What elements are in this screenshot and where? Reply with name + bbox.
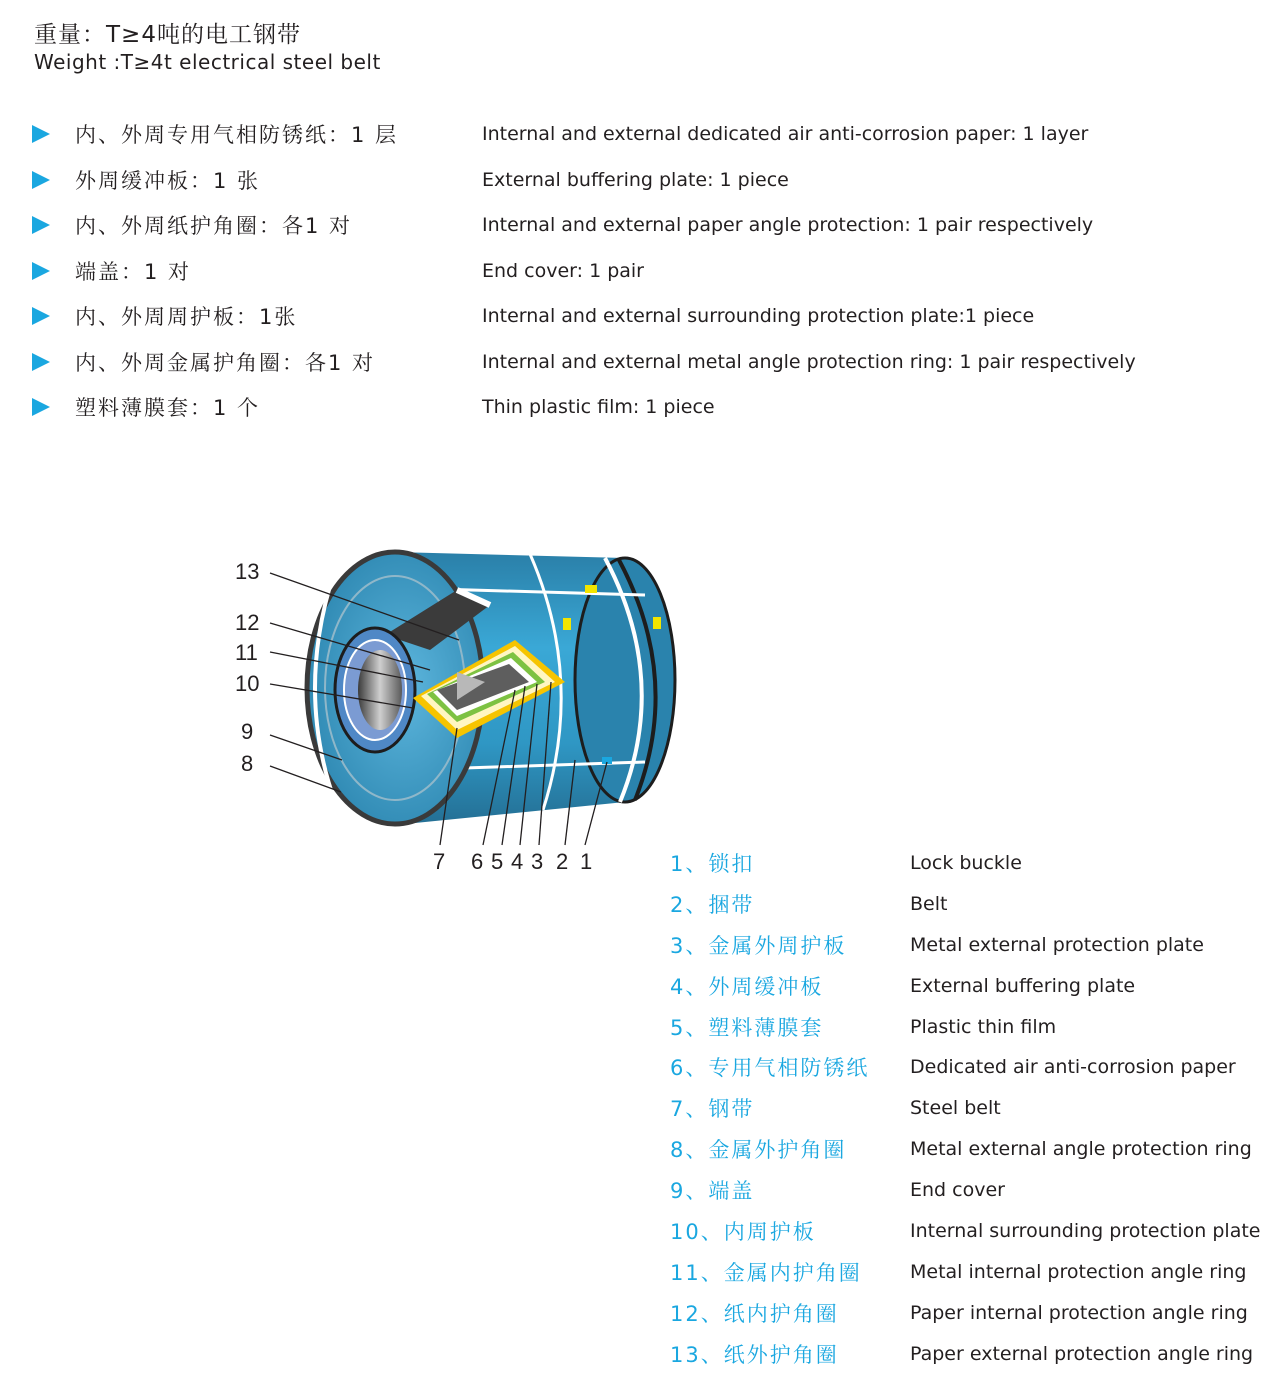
lock-buckle-side bbox=[563, 618, 571, 630]
legend-item-en: Paper internal protection angle ring bbox=[910, 1301, 1248, 1324]
legend-item-cn: 10、内周护板 bbox=[670, 1220, 816, 1245]
legend-item bbox=[670, 1296, 1270, 1337]
packing-item-en: End cover: 1 pair bbox=[482, 259, 644, 282]
legend-item bbox=[670, 969, 1270, 1010]
play-arrow-icon bbox=[32, 262, 50, 280]
lock-buckle-right bbox=[653, 617, 661, 629]
play-arrow-icon bbox=[32, 398, 50, 416]
callout-5: 5 bbox=[491, 849, 504, 874]
callout-11: 11 bbox=[235, 640, 258, 665]
packing-item bbox=[30, 255, 1230, 301]
legend-item bbox=[670, 928, 1270, 969]
legend-item-cn: 4、外周缓冲板 bbox=[670, 974, 824, 999]
legend-item-cn: 6、专用气相防锈纸 bbox=[670, 1056, 870, 1081]
packing-item-cn: 内、外周金属护角圈：各1 对 bbox=[75, 350, 376, 375]
packing-item bbox=[30, 164, 1230, 210]
lock-buckle-top bbox=[585, 585, 597, 593]
packing-item-en: Internal and external paper angle protection: 1 pair respectively bbox=[482, 214, 1094, 236]
legend-item-en: Metal internal protection angle ring bbox=[910, 1260, 1247, 1283]
legend-item-cn: 3、金属外周护板 bbox=[670, 933, 847, 958]
legend-item bbox=[670, 1255, 1270, 1296]
title-english: Weight :T≥4t electrical steel belt bbox=[34, 50, 381, 74]
legend-item-cn: 2、捆带 bbox=[670, 892, 755, 917]
play-arrow-icon bbox=[32, 307, 50, 325]
title-chinese: 重量：T≥4吨的电工钢带 bbox=[34, 22, 301, 48]
callout-8: 8 bbox=[241, 751, 254, 776]
legend-item bbox=[670, 1173, 1270, 1214]
legend-item-cn: 7、钢带 bbox=[670, 1097, 755, 1122]
legend-item-en: Internal surrounding protection plate bbox=[910, 1220, 1261, 1243]
packing-item-cn: 内、外周纸护角圈：各1 对 bbox=[75, 214, 353, 238]
play-arrow-icon bbox=[32, 171, 50, 189]
callout-1: 1 bbox=[580, 849, 593, 874]
legend-item bbox=[670, 1132, 1270, 1173]
parts-legend bbox=[670, 846, 1270, 1378]
legend-item-en: External buffering plate bbox=[910, 974, 1136, 997]
callout-4: 4 bbox=[511, 849, 524, 874]
inner-bore-core bbox=[358, 650, 402, 730]
callout-7: 7 bbox=[433, 849, 446, 874]
legend-item-cn: 1、锁扣 bbox=[670, 852, 755, 876]
packing-item-cn: 端盖：1 对 bbox=[75, 259, 192, 284]
callout-12: 12 bbox=[235, 610, 260, 635]
legend-item bbox=[670, 1091, 1270, 1132]
legend-item-en: Plastic thin film bbox=[910, 1015, 1057, 1038]
packing-item-en: Internal and external surrounding protection plate:1 piece bbox=[482, 305, 1035, 327]
packing-item-cn: 内、外周周护板：1张 bbox=[75, 305, 298, 329]
play-arrow-icon bbox=[32, 353, 50, 371]
legend-item-cn: 9、端盖 bbox=[670, 1179, 755, 1204]
callout-10: 10 bbox=[235, 671, 260, 696]
legend-item-en: Belt bbox=[910, 892, 948, 915]
packing-list bbox=[30, 118, 1230, 437]
packing-item-en: External buffering plate: 1 piece bbox=[482, 168, 789, 191]
legend-item bbox=[670, 846, 1270, 887]
legend-item-en: Metal external protection plate bbox=[910, 933, 1204, 956]
packing-item bbox=[30, 209, 1230, 255]
packing-item-en: Thin plastic film: 1 piece bbox=[482, 396, 715, 418]
packing-item bbox=[30, 118, 1230, 164]
legend-item bbox=[670, 887, 1270, 928]
callout-13: 13 bbox=[235, 559, 260, 584]
legend-item-en: End cover bbox=[910, 1179, 1005, 1202]
legend-item bbox=[670, 1010, 1270, 1051]
packing-item bbox=[30, 346, 1230, 392]
callout-9: 9 bbox=[241, 719, 254, 744]
legend-item-en: Paper external protection angle ring bbox=[910, 1342, 1254, 1365]
steel-coil-diagram bbox=[225, 540, 695, 880]
legend-item-en: Metal external angle protection ring bbox=[910, 1138, 1252, 1161]
legend-item-cn: 8、金属外护角圈 bbox=[670, 1138, 847, 1163]
play-arrow-icon bbox=[32, 125, 50, 143]
packing-item bbox=[30, 391, 1230, 437]
callout-2: 2 bbox=[556, 849, 569, 874]
legend-item-en: Dedicated air anti-corrosion paper bbox=[910, 1056, 1236, 1079]
packing-item-en: Internal and external metal angle protection ring: 1 pair respectively bbox=[482, 350, 1136, 373]
packing-item bbox=[30, 300, 1230, 346]
packing-item-cn: 内、外周专用气相防锈纸：1 层 bbox=[75, 123, 399, 147]
callout-6: 6 bbox=[471, 849, 484, 874]
packing-item-en: Internal and external dedicated air anti-corrosion paper: 1 layer bbox=[482, 123, 1089, 145]
legend-item-en: Steel belt bbox=[910, 1097, 1001, 1120]
legend-item bbox=[670, 1337, 1270, 1378]
legend-item-en: Lock buckle bbox=[910, 852, 1022, 874]
legend-item-cn: 11、金属内护角圈 bbox=[670, 1260, 862, 1285]
legend-item bbox=[670, 1050, 1270, 1091]
packing-item-cn: 外周缓冲板：1 张 bbox=[75, 168, 261, 193]
legend-item-cn: 12、纸内护角圈 bbox=[670, 1301, 839, 1326]
legend-item-cn: 13、纸外护角圈 bbox=[670, 1342, 839, 1367]
callout-3: 3 bbox=[531, 849, 544, 874]
play-arrow-icon bbox=[32, 216, 50, 234]
legend-item-cn: 5、塑料薄膜套 bbox=[670, 1015, 824, 1040]
packing-item-cn: 塑料薄膜套：1 个 bbox=[75, 396, 261, 420]
legend-item bbox=[670, 1214, 1270, 1255]
